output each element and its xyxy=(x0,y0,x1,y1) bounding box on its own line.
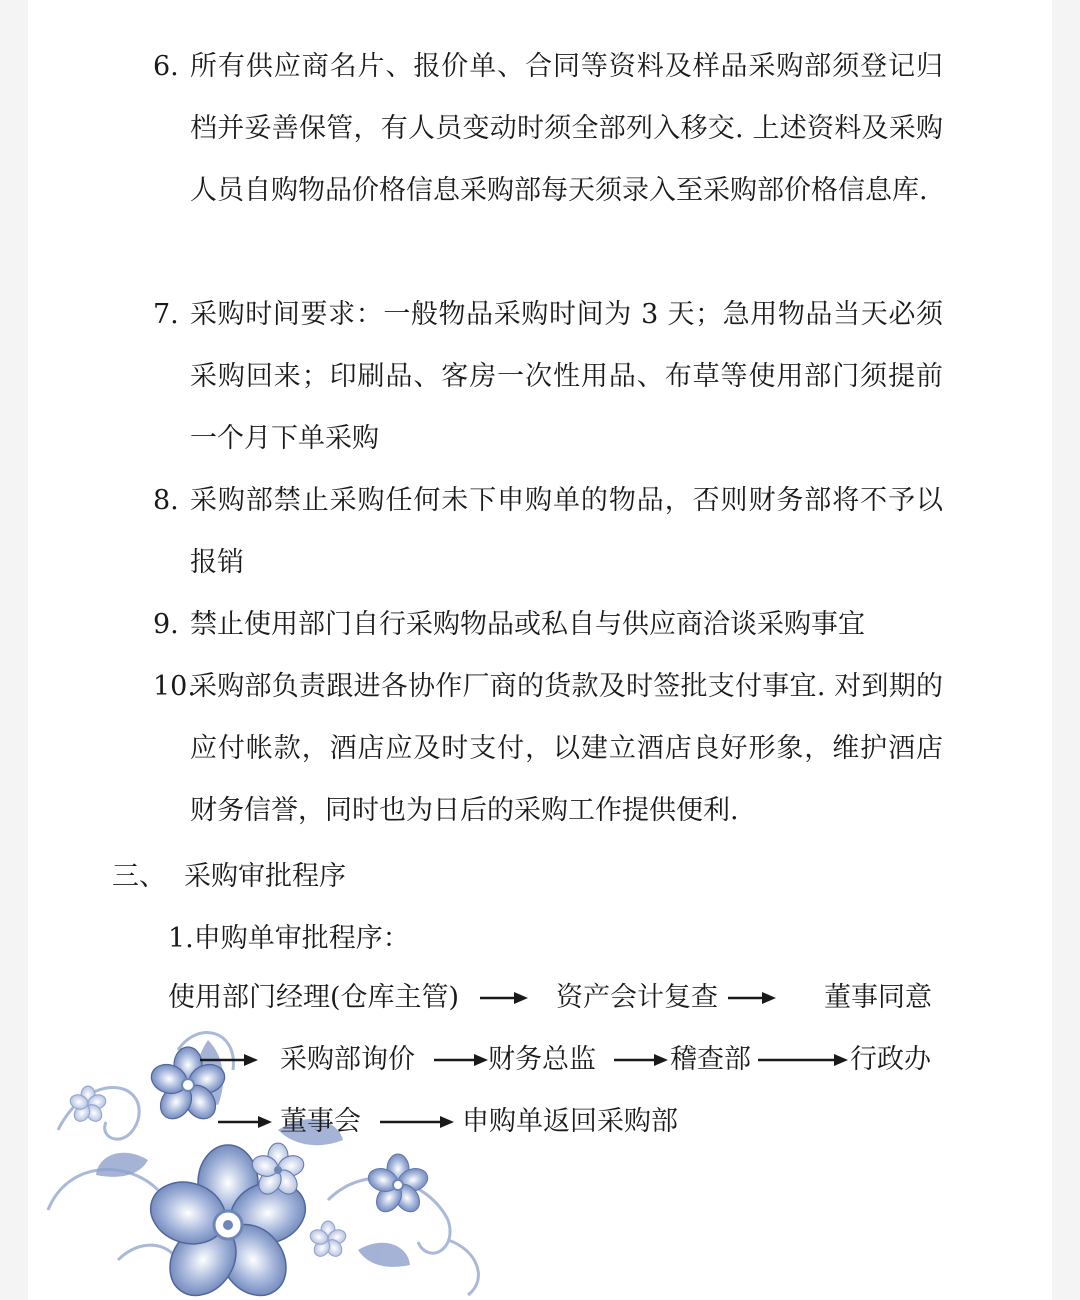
arrow-right-icon xyxy=(218,1110,272,1134)
item-text: 禁止使用部门自行采购物品或私自与供应商洽谈采购事宜 xyxy=(190,609,865,640)
flow-step-director-approve: 董事同意 xyxy=(824,982,932,1013)
section-number: 三、 xyxy=(112,861,166,892)
subsection-heading: 1.申购单审批程序： xyxy=(168,923,410,954)
item-text: 采购部负责跟进各协作厂商的货款及时签批支付事宜. 对到期的应付帐款，酒店应及时支付，以建立酒店良好形象，维护酒店财务信誉，同时也为日后的采购工作提供便利. xyxy=(190,671,943,826)
list-item-10 xyxy=(153,656,943,842)
arrow-right-icon xyxy=(480,986,528,1010)
flow-step-admin-office: 行政办 xyxy=(850,1044,931,1075)
item-number: 6. xyxy=(153,51,179,82)
item-text: 采购时间要求：一般物品采购时间为 3 天；急用物品当天必须采购回来；印刷品、客房一次性用品、布草等使用部门须提前一个月下单采购 xyxy=(190,299,943,454)
list-item-9 xyxy=(153,594,943,656)
document-page xyxy=(28,0,1052,1300)
item-text: 采购部禁止采购任何未下申购单的物品，否则财务部将不予以报销 xyxy=(190,485,943,578)
list-item-8 xyxy=(153,470,943,594)
flow-step-board: 董事会 xyxy=(280,1106,361,1137)
flow-step-finance-director: 财务总监 xyxy=(488,1044,596,1075)
flow-step-purchase-inquiry: 采购部询价 xyxy=(280,1044,415,1075)
flow-step-return-purchasing: 申购单返回采购部 xyxy=(462,1106,678,1137)
item-number: 7. xyxy=(153,299,179,330)
flow-step-dept-manager: 使用部门经理(仓库主管) xyxy=(168,982,460,1013)
arrow-right-icon xyxy=(200,1048,258,1072)
arrow-right-icon xyxy=(758,1048,848,1072)
item-number: 9. xyxy=(153,609,179,640)
flow-step-asset-accountant: 资产会计复查 xyxy=(556,982,718,1013)
flow-step-audit-dept: 稽查部 xyxy=(670,1044,751,1075)
section-title: 采购审批程序 xyxy=(184,861,346,892)
list-item-7 xyxy=(153,284,943,470)
arrow-right-icon xyxy=(614,1048,668,1072)
list-item-6 xyxy=(153,36,943,222)
item-text: 所有供应商名片、报价单、合同等资料及样品采购部须登记归档并妥善保管，有人员变动时须全部列入移交. 上述资料及采购人员自购物品价格信息采购部每天须录入至采购部价格信息库. xyxy=(190,51,943,206)
arrow-right-icon xyxy=(434,1048,488,1072)
item-number: 10. xyxy=(153,671,196,702)
section-heading xyxy=(112,846,346,908)
arrow-right-icon xyxy=(380,1110,454,1134)
item-number: 8. xyxy=(153,485,179,516)
arrow-right-icon xyxy=(728,986,776,1010)
